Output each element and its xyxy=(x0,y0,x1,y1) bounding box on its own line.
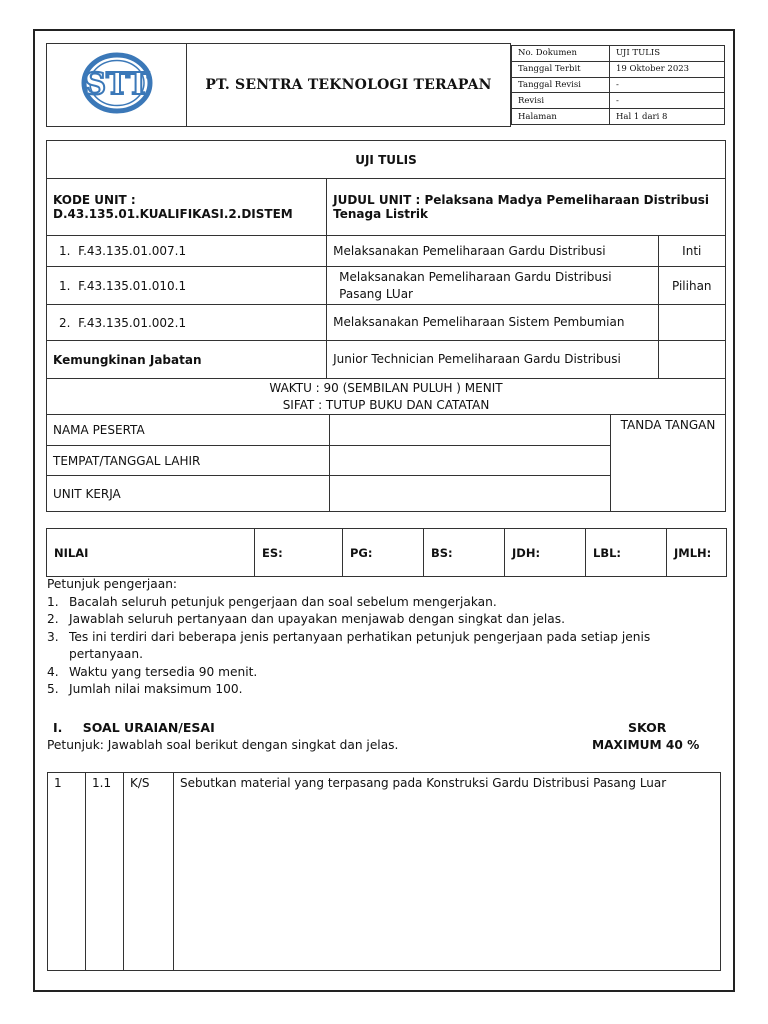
instruction-number: 3. xyxy=(47,629,59,644)
nilai-col-es[interactable]: ES: xyxy=(255,529,343,577)
unit-type: Inti xyxy=(658,236,725,267)
instruction-item xyxy=(47,629,707,664)
unit-row xyxy=(47,305,726,341)
question-text-cell[interactable] xyxy=(174,773,721,971)
unit-no: 1. xyxy=(59,278,71,293)
unit-code: F.43.135.01.007.1 xyxy=(78,244,187,258)
instruction-item xyxy=(47,681,707,699)
logo-text: STT xyxy=(84,67,150,102)
unit-code-cell xyxy=(47,305,327,341)
instruction-text: Bacalah seluruh petunjuk pengerjaan dan soal sebelum mengerjakan. xyxy=(69,594,497,609)
instruction-text: Waktu yang tersedia 90 menit. xyxy=(69,664,258,679)
unit-kerja-field[interactable] xyxy=(330,476,611,512)
tanda-tangan-label: TANDA TANGAN xyxy=(620,418,716,432)
instruction-item xyxy=(47,594,707,612)
judul-unit-value: Pelaksana Madya Pemeliharaan Distribusi Tenaga Listrik xyxy=(333,193,710,221)
meta-row xyxy=(512,109,725,125)
instruction-text: Jumlah nilai maksimum 100. xyxy=(69,682,243,696)
question-number: 1 xyxy=(48,773,86,971)
unit-name: Melaksanakan Pemeliharaan Gardu Distribusi xyxy=(327,236,658,267)
instruction-text: Tes ini terdiri dari beberapa jenis pertanyaan perhatikan petunjuk pengerjaan pada setiap jenis pertanyaan. xyxy=(69,629,651,661)
kode-unit-value: D.43.135.01.KUALIFIKASI.2.DISTEM xyxy=(53,207,293,221)
instruction-item xyxy=(47,664,707,682)
nilai-col-pg[interactable]: PG: xyxy=(343,529,424,577)
skor-label: SKOR xyxy=(628,720,667,735)
unit-code-cell xyxy=(47,267,327,305)
unit-row xyxy=(47,267,726,305)
meta-value: Hal 1 dari 8 xyxy=(610,109,725,125)
nilai-col-bs[interactable]: BS: xyxy=(424,529,505,577)
question-row xyxy=(48,773,721,971)
field-label: TEMPAT/TANGGAL LAHIR xyxy=(47,446,330,476)
instruction-number: 5. xyxy=(47,682,59,696)
meta-label: No. Dokumen xyxy=(512,46,610,62)
unit-no: 2. xyxy=(59,315,71,330)
instruction-item xyxy=(47,611,707,629)
unit-row xyxy=(47,236,726,267)
logo-cell xyxy=(47,44,187,127)
instructions xyxy=(47,576,707,699)
meta-row xyxy=(512,77,725,93)
company-name: PT. SENTRA TEKNOLOGI TERAPAN xyxy=(187,44,511,127)
nilai-col-lbl[interactable]: LBL: xyxy=(586,529,667,577)
unit-code-cell xyxy=(47,236,327,267)
question-type: K/S xyxy=(124,773,174,971)
waktu-sifat-cell xyxy=(47,379,726,415)
field-label: NAMA PESERTA xyxy=(47,415,330,446)
section-title: SOAL URAIAN/ESAI xyxy=(82,720,215,735)
exam-info-table xyxy=(46,140,726,415)
company-logo xyxy=(47,44,186,122)
section-petunjuk: Petunjuk: Jawablah soal berikut dengan singkat dan jelas. xyxy=(47,738,399,752)
meta-value: 19 Oktober 2023 xyxy=(610,61,725,77)
document-meta-table xyxy=(511,45,725,125)
instruction-number: 2. xyxy=(47,612,59,626)
nilai-table xyxy=(46,528,727,577)
kode-unit-cell xyxy=(47,179,327,236)
section-heading xyxy=(53,720,703,735)
unit-type: Pilihan xyxy=(658,267,725,305)
exam-title: UJI TULIS xyxy=(47,141,726,179)
meta-label: Revisi xyxy=(512,93,610,109)
nilai-col-jdh[interactable]: JDH: xyxy=(505,529,586,577)
jabatan-label: Kemungkinan Jabatan xyxy=(47,341,327,379)
tempat-tanggal-lahir-field[interactable] xyxy=(330,446,611,476)
unit-no: 1. xyxy=(59,244,71,258)
jabatan-empty xyxy=(658,341,725,379)
meta-value: - xyxy=(610,77,725,93)
unit-name: Melaksanakan Pemeliharaan Gardu Distribusi Pasang LUar xyxy=(327,267,658,305)
sifat-text: SIFAT : TUTUP BUKU DAN CATATAN xyxy=(282,397,490,412)
judul-unit-cell xyxy=(327,179,726,236)
meta-value: - xyxy=(610,93,725,109)
meta-label: Tanggal Revisi xyxy=(512,77,610,93)
question-table xyxy=(47,772,721,971)
field-label: UNIT KERJA xyxy=(47,476,330,512)
tanda-tangan-box[interactable] xyxy=(611,415,726,512)
judul-unit-label: JUDUL UNIT : xyxy=(333,193,421,207)
meta-label: Tanggal Terbit xyxy=(512,61,610,77)
nama-peserta-field[interactable] xyxy=(330,415,611,446)
waktu-text: WAKTU : 90 (SEMBILAN PULUH ) MENIT xyxy=(269,380,503,395)
instruction-number: 1. xyxy=(47,594,59,609)
kode-unit-label: KODE UNIT : xyxy=(53,193,136,207)
question-sub: 1.1 xyxy=(86,773,124,971)
participant-table xyxy=(46,414,726,512)
unit-code: F.43.135.01.010.1 xyxy=(78,278,187,293)
section-petunjuk-row xyxy=(47,738,707,752)
document-header xyxy=(46,43,725,127)
instructions-title: Petunjuk pengerjaan: xyxy=(47,577,178,591)
meta-value: UJI TULIS xyxy=(610,46,725,62)
meta-row xyxy=(512,61,725,77)
instruction-text: Jawablah seluruh pertanyaan dan upayakan menjawab dengan singkat dan jelas. xyxy=(69,612,565,626)
meta-row xyxy=(512,93,725,109)
jabatan-value: Junior Technician Pemeliharaan Gardu Distribusi xyxy=(327,341,658,379)
unit-name: Melaksanakan Pemeliharaan Sistem Pembumian xyxy=(327,305,658,341)
nilai-label: NILAI xyxy=(47,529,255,577)
instruction-number: 4. xyxy=(47,664,59,679)
unit-code: F.43.135.01.002.1 xyxy=(78,315,187,330)
meta-label: Halaman xyxy=(512,109,610,125)
meta-row xyxy=(512,46,725,62)
nilai-col-jmlh[interactable]: JMLH: xyxy=(667,529,727,577)
question-text: Sebutkan material yang terpasang pada Konstruksi Gardu Distribusi Pasang Luar xyxy=(180,776,667,790)
unit-type xyxy=(658,305,725,341)
section-number: I. xyxy=(53,720,63,735)
skor-value: MAXIMUM 40 % xyxy=(592,738,700,752)
